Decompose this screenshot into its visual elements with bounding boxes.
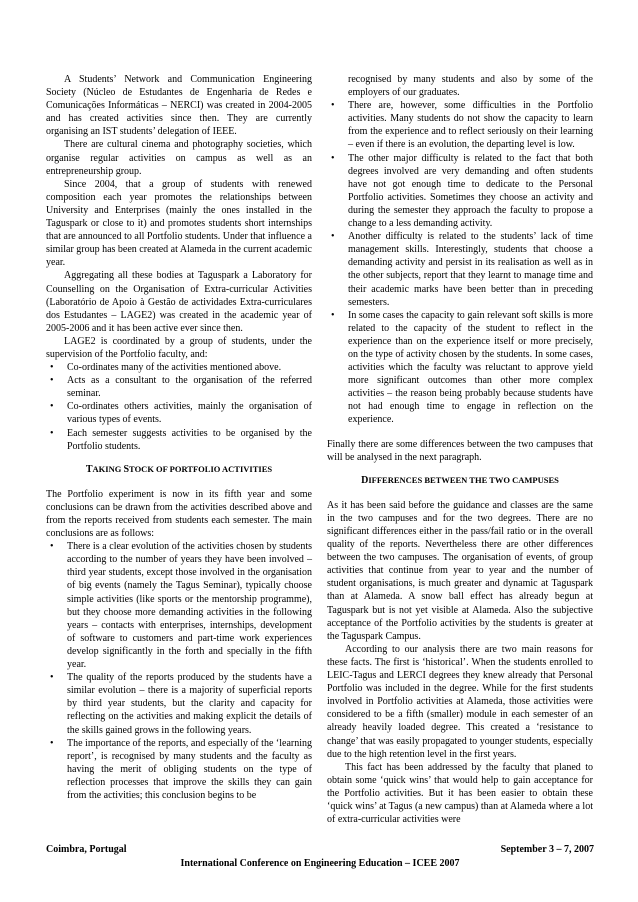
section-heading-taking-stock: TAKING STOCK OF PORTFOLIO ACTIVITIES bbox=[85, 463, 273, 475]
paragraph-nerci: A Students’ Network and Communication Engineering Society (Núcleo de Estudantes de Engenharia de Redes e Comunicações Informáticas – NERCI) was created in 2004-2005 and has created activities since then. They are currently organising an IST students’ delegation of IEEE. bbox=[46, 74, 312, 138]
difficulties-bullet-list bbox=[327, 99, 593, 426]
paragraph-university-enterprises: Since 2004, that a group of students with renewed composition each year promotes the relationships between University and Enterprises (mainly the ones installed in the Taguspark or close to it) and promotes students short internships that are announced to all Portfolio students. Under that influence a similar group has been created at Alameda in the current academic year. bbox=[46, 178, 312, 269]
list-item: • There are, however, some difficulties in the Portfolio activities. Many students do not show the capacity to learn from the experience and to reflect seriously on their learning – even if there is an evolution, the departing level is low. bbox=[327, 99, 593, 151]
lage2-bullet-list bbox=[46, 361, 312, 453]
right-column bbox=[327, 73, 593, 826]
paragraph-societies: There are cultural cinema and photography societies, which organise regular activities on campus as well as an entrepreneurship group. bbox=[46, 139, 312, 177]
paragraph-quick-wins: This fact has been addressed by the faculty that planed to obtain some ‘quick wins’ that would help to gain acceptance for the Portfolio activities. But it has been easier to obtain these ‘quick wins’ at Tagus (a new campus) than at Alameda where a lot of extra-curricular activities were bbox=[327, 761, 593, 826]
list-item: • In some cases the capacity to gain relevant soft skills is more related to the capacity of the student to reflect in the experience than on the experience itself or more precisely, on the type of activity chosen by the students. In some cases, activities which the faculty was reluctant to approve yield more significant outcomes than other more complex activities – the reason being probably because students have not had enough time to engage in reflection on the experience. bbox=[327, 309, 593, 427]
footer-conference: International Conference on Engineering Education – ICEE 2007 bbox=[180, 858, 460, 869]
list-item: • Each semester suggests activities to be organised by the Portfolio students. bbox=[46, 427, 312, 453]
page-footer bbox=[46, 843, 594, 870]
conclusions-bullet-list bbox=[46, 540, 312, 802]
list-item: • Acts as a consultant to the organisation of the referred seminar. bbox=[46, 374, 312, 400]
list-item: • There is a clear evolution of the activities chosen by students according to the number of years they have been involved – third year students, except those involved in the organisation of big events (namely the Tagus Seminar), typically choose simple activities (like sports or the mentorship programme), but they choose more demanding activities in the following years – contacts with enterprises, internships, development of software to customers and part-time work experiences develop significantly in the forth and specially in the fifth year. bbox=[46, 540, 312, 671]
paragraph-lage2-coordination: LAGE2 is coordinated by a group of students, under the supervision of the Portfolio faculty, and: bbox=[46, 335, 312, 360]
paragraph-closing: Finally there are some differences between the two campuses that will be analysed in the next paragraph. bbox=[327, 438, 593, 463]
left-column bbox=[46, 73, 312, 802]
list-item: • Another difficulty is related to the students’ lack of time management skills. Interestingly, students that choose a demanding activity and persist in its realisation as well as in the other subjects, report that they learnt to manage time and their academic marks have been better than in preceding semesters. bbox=[327, 230, 593, 309]
paragraph-continuation: recognised by many students and also by some of the employers of our graduates. bbox=[348, 74, 593, 99]
paragraph-portfolio-intro: The Portfolio experiment is now in its fifth year and some conclusions can be drawn from the activities described above and from the reports received from students each semester. The main conclusions are as follows: bbox=[46, 488, 312, 540]
paragraph-two-reasons: According to our analysis there are two main reasons for these facts. The first is ‘historical’. When the students enrolled to LEIC-Tagus and LERCI degrees they knew already that Personal Portfolio was included in the degree. While for the first students involved in Portfolio activities at Alameda, those activities were considered to be a fifth (smaller) module in each semester of an already heavily loaded degree. This created a ‘resistance to change’ that was easily propagated to younger students, especially due to the high retention level in the first years. bbox=[327, 643, 593, 760]
list-item: • The importance of the reports, and especially of the ‘learning report’, is recognised by many students and the faculty as having the merit of obliging students on the type of reflection processes that improve the skills they can gain from the activities; this conclusion begins to be bbox=[46, 737, 312, 802]
footer-dates: September 3 – 7, 2007 bbox=[500, 844, 594, 855]
paragraph-campus-differences: As it has been said before the guidance and classes are the same in the two campuses and for the two degrees. There are no significant differences either in the pass/fail ratio or in the overall quality of the reports. Nevertheless there are other differences between the two campuses. The organisation of events, of group activities that continue from year to year and the number of student organisations, is much greater and dynamic at Taguspark than at Alameda. A snow ball effect has already begun at Taguspark but is not yet visible at Alameda. Also the subjective acceptance of the Portfolio activities by the students is greater at the Taguspark Campus. bbox=[327, 499, 593, 642]
section-heading-differences: DIFFERENCES BETWEEN THE TWO CAMPUSES bbox=[361, 474, 559, 486]
list-item: • The other major difficulty is related to the fact that both degrees involved are very demanding and often students have not got enough time to dedicate to the Personal Portfolio activities. Sometimes they choose an activity and during the semester they approach the faculty to propose a change to a less demanding activity. bbox=[327, 152, 593, 231]
footer-location: Coimbra, Portugal bbox=[46, 844, 127, 855]
list-item: • The quality of the reports produced by the students have a similar evolution – there is a majority of superficial reports by third year students, but the clarity and capacity for reflecting on the activities and making explicit the details of the skills gained grows in the following years. bbox=[46, 671, 312, 736]
list-item: • Co-ordinates many of the activities mentioned above. bbox=[46, 361, 312, 374]
list-item: • Co-ordinates others activities, mainly the organisation of various types of events. bbox=[46, 400, 312, 426]
paragraph-lage2-creation: Aggregating all these bodies at Taguspark a Laboratory for Counselling on the Organisation of Extra-curricular Activities (Laboratório de Apoio à Gestão de actividades Extra-curriculares dos Estudantes – LAGE2) was created in the academic year of 2005-2006 and it has been active ever since then. bbox=[46, 270, 312, 334]
